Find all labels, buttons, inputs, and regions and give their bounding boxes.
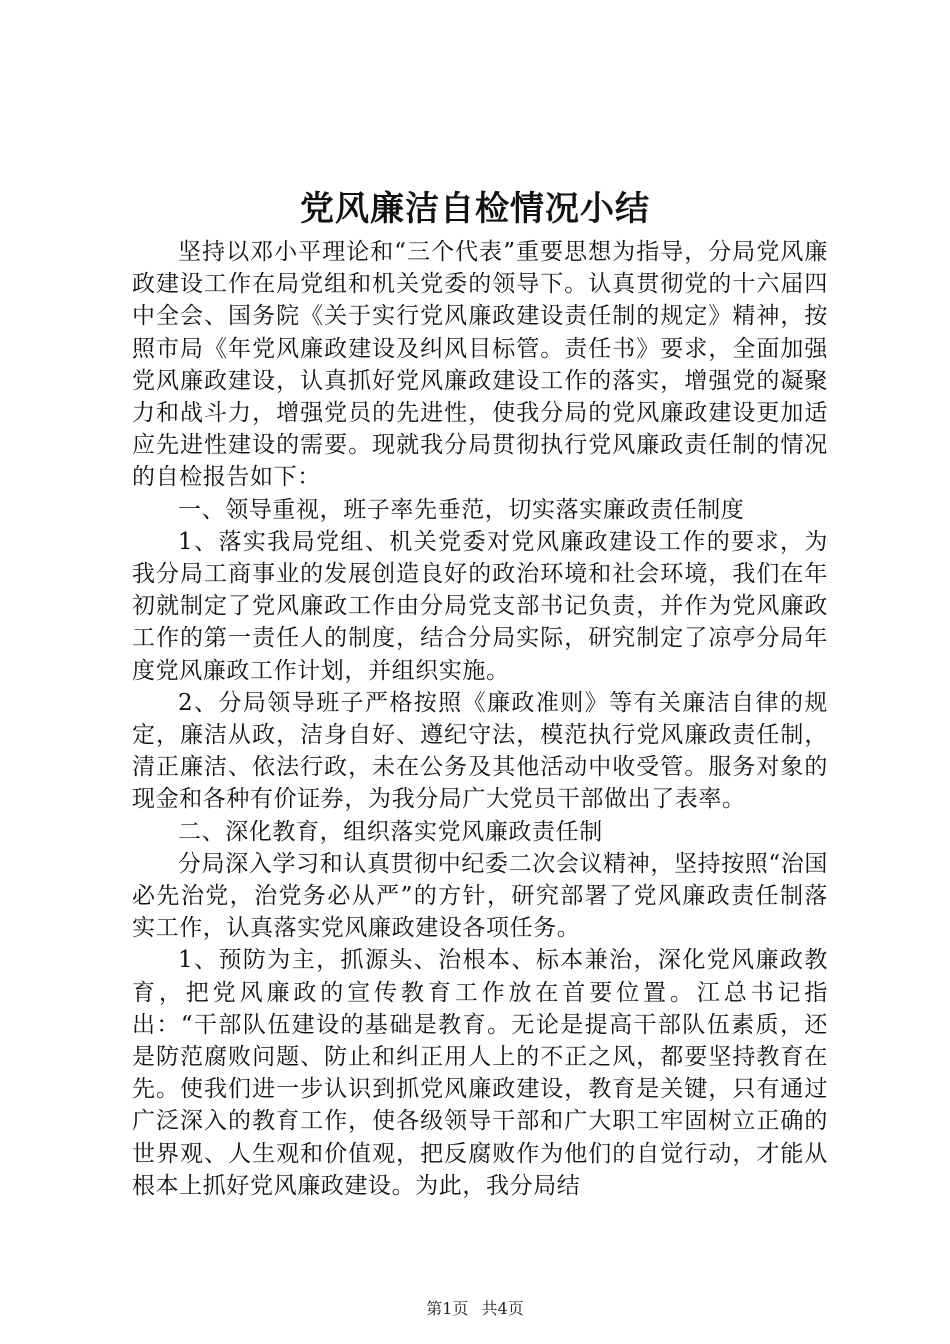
- page-number: 第1页: [426, 1299, 469, 1318]
- section-heading-2: 二、深化教育，组织落实党风廉政责任制: [178, 818, 603, 845]
- intro-paragraph: 坚持以邓小平理论和“三个代表”重要思想为指导，分局党风廉政建设工作在局党组和机关党委的领导下。认真贯彻党的十六届四中全会、国务院《关于实行党风廉政建设责任制的规定》精神，按照市局《年党风廉政建设及纠风目标管。责任书》要求，全面加强党风廉政建设，认真抓好党风廉政建设工作的落实，增强党的凝聚力和战斗力，增强党员的先进性，使我分局的党风廉政建设更加适应先进性建设的需要。现就我分局贯彻执行党风廉政责任制的情况的自检报告如下：: [132, 239, 828, 491]
- body-paragraph: 1、预防为主，抓源头、治根本、标本兼治，深化党风廉政教育，把党风廉政的宣传教育工作放在首要位置。江总书记指出：“干部队伍建设的基础是教育。无论是提高干部队伍素质，还是防范腐败问题、防止和纠正用人上的不正之风，都要坚持教育在先。使我们进一步认识到抓党风廉政建设，教育是关键，只有通过广泛深入的教育工作，使各级领导干部和广大职工牢固树立正确的世界观、人生观和价值观，把反腐败作为他们的自觉行动，才能从根本上抓好党风廉政建设。为此，我分局结: [132, 947, 828, 1199]
- document-title: 党风廉洁自检情况小结: [300, 189, 650, 229]
- body-paragraph: 分局深入学习和认真贯彻中纪委二次会议精神，坚持按照“治国必先治党，治党务必从严”的方针，研究部署了党风廉政责任制落实工作，认真落实党风廉政建设各项任务。: [132, 850, 828, 942]
- page-total: 共4页: [481, 1299, 524, 1318]
- page-footer: [0, 1298, 950, 1320]
- section-heading-1: 一、领导重视，班子率先垂范，切实落实廉政责任制度: [178, 496, 745, 523]
- document-body: [132, 236, 828, 1202]
- body-paragraph: 2、分局领导班子严格按照《廉政准则》等有关廉洁自律的规定，廉洁从政，洁身自好、遵纪守法，模范执行党风廉政责任制，清正廉洁、依法行政，未在公务及其他活动中收受管。服务对象的现金和各种有价证券，为我分局广大党员干部做出了表率。: [132, 689, 828, 813]
- body-paragraph: 1、落实我局党组、机关党委对党风廉政建设工作的要求，为我分局工商事业的发展创造良好的政治环境和社会环境，我们在年初就制定了党风廉政工作由分局党支部书记负责，并作为党风廉政工作的第一责任人的制度，结合分局实际，研究制定了凉亭分局年度党风廉政工作计划，并组织实施。: [132, 528, 828, 684]
